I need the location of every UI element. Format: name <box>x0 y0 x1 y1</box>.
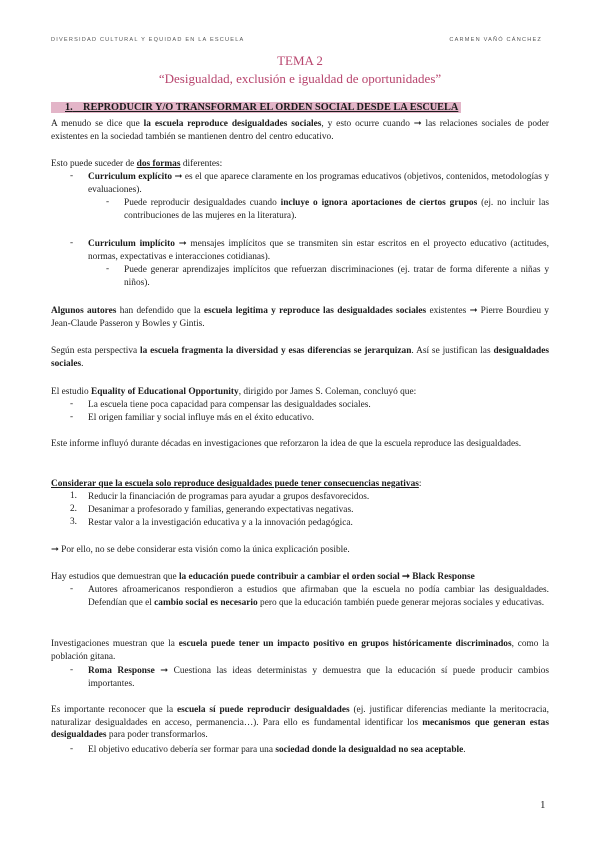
topic-subtitle: “Desigualdad, exclusión e igualdad de oportunidades” <box>158 71 442 86</box>
section-number: 1. <box>65 102 73 113</box>
dash-bullet: - <box>106 264 110 274</box>
paragraph-coleman: El estudio Equality of Educational Opportunity, dirigido por James S. Coleman, concluyó que: <box>51 387 417 397</box>
paragraph-authors: Algunos autores han defendido que la escuela legitima y reproduce las desigualdades sociales existentes ➞ Pierre Bourdieu y Jean-Claude Passeron y Bowles y Gintis. <box>51 306 549 329</box>
list-item-explicit-curriculum: Curriculum explícito ➞ es el que aparece claramente en los programas educativos (objetivos, contenidos, metodologías y evaluaciones). <box>88 172 549 195</box>
list-item-implicit-curriculum: Curriculum implícito ➞ mensajes implícitos que se transmiten sin estar escritos en el proyecto educativo (actitudes, normas, expectativas e interacciones cotidianas). <box>88 239 550 262</box>
coleman-item: El origen familiar y social influye más en el éxito educativo. <box>88 413 314 423</box>
running-header-left: DIVERSIDAD CULTURAL Y EQUIDAD EN LA ESCUELA <box>51 37 245 43</box>
consequence-item: Reducir la financiación de programas para ayudar a grupos desfavorecidos. <box>88 492 370 502</box>
dash-bullet: - <box>70 171 74 181</box>
dash-bullet: - <box>70 412 74 422</box>
dash-bullet: - <box>70 399 74 409</box>
dash-bullet: - <box>70 744 74 754</box>
list-number: 3. <box>70 517 78 527</box>
coleman-item: La escuela tiene poca capacidad para compensar las desigualdades sociales. <box>88 400 371 410</box>
objective-item: El objetivo educativo debería ser formar para una sociedad donde la desigualdad no sea aceptable. <box>88 745 466 755</box>
dash-bullet: - <box>106 197 110 207</box>
paragraph-studies: Hay estudios que demuestran que la educación puede contribuir a cambiar el orden social ➞ Black Response <box>51 572 475 582</box>
paragraph-consequences: Considerar que la escuela solo reproduce desigualdades puede tener consecuencias negativas: <box>51 479 422 489</box>
dash-bullet: - <box>70 665 74 675</box>
paragraph-intro: A menudo se dice que la escuela reproduce desigualdades sociales, y esto ocurre cuando ➞ las relaciones sociales de poder existentes en la sociedad también se mantienen dentro del centro educativo. <box>51 119 549 142</box>
consequence-item: Desanimar a profesorado y familias, generando expectativas negativas. <box>88 505 354 515</box>
list-subitem-explicit: Puede reproducir desigualdades cuando incluye o ignora aportaciones de ciertos grupos (ej. no incluir las contribuciones de las mujeres en la literatura). <box>124 198 549 221</box>
list-number: 2. <box>70 504 78 514</box>
consequence-item: Restar valor a la investigación educativa y a la innovación pedagógica. <box>88 518 353 528</box>
section-label: REPRODUCIR Y/O TRANSFORMAR EL ORDEN SOCIAL DESDE LA ESCUELA <box>83 102 459 113</box>
topic-title: TEMA 2 <box>277 53 323 68</box>
page-number: 1 <box>540 799 546 811</box>
section-heading <box>51 102 461 113</box>
dash-bullet: - <box>70 238 74 248</box>
paragraph-recognize: Es importante reconocer que la escuela sí puede reproducir desigualdades (ej. justificar diferencias mediante la meritocracia, naturalizar desigualdades en acceso, permanencia…). Para ello es fundamental identificar los mecanismos que generan estas desigualdades para poder transformarlos. <box>51 705 549 741</box>
paragraph-conclusion: ➞ Por ello, no se debe considerar esta visión como la única explicación posible. <box>51 545 350 555</box>
dash-bullet: - <box>70 584 74 594</box>
list-subitem-implicit: Puede generar aprendizajes implícitos que refuerzan discriminaciones (ej. tratar de forma diferente a niñas y niños). <box>124 265 549 288</box>
list-number: 1. <box>70 491 78 501</box>
paragraph-research: Investigaciones muestran que la escuela puede tener un impacto positivo en grupos históricamente discriminados, como la población gitana. <box>51 639 549 662</box>
black-response-item: Autores afroamericanos respondieron a estudios que afirmaban que la escuela no podía cambiar las desigualdades. Defendían que el cambio social es necesario pero que la educación también puede generar mejoras sociales y educativas. <box>88 585 549 608</box>
running-header-right: CARMEN VAÑÓ CÁNCHEZ <box>449 37 542 43</box>
paragraph-report: Este informe influyó durante décadas en investigaciones que reforzaron la idea de que la escuela reproduce las desigualdades. <box>51 439 522 449</box>
roma-response-item: Roma Response ➞ Cuestiona las ideas deterministas y demuestra que la educación sí puede producir cambios importantes. <box>88 666 549 689</box>
paragraph-two-forms: Esto puede suceder de dos formas diferentes: <box>51 159 223 169</box>
paragraph-perspective: Según esta perspectiva la escuela fragmenta la diversidad y esas diferencias se jerarquizan. Así se justifican las desigualdades sociales. <box>51 346 550 369</box>
